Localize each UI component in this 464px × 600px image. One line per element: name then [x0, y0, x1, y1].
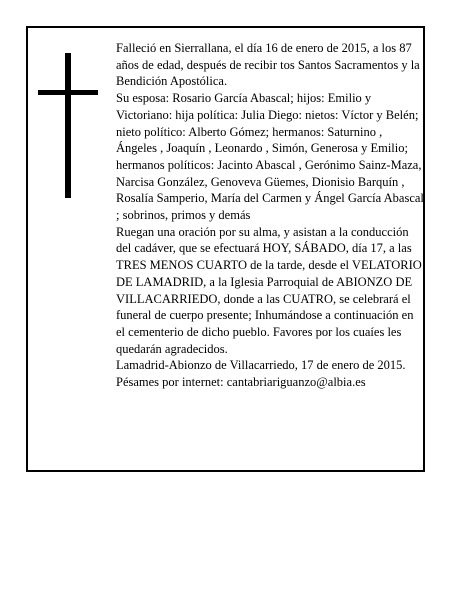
cross-vertical-bar — [65, 53, 71, 198]
place-date-contact-paragraph: Lamadrid-Abionzo de Villacarriedo, 17 de enero de 2015. Pésames por internet: cantabriariguanzo@albia.es — [116, 358, 406, 390]
family-members-paragraph: Su esposa: Rosario García Abascal; hijos: Emilio y Victoriano: hija política: Julia Diego: nietos: Víctor y Belén; nieto político: Alberto Gómez; hermanos: Saturnino , Ángeles , Joaquín , Leonardo , Simón, Generosa y Emilio; hermanos políticos: Jacinto Abascal , Gerónimo Sainz-Maza, Narcisa González, Genoveva Güemes, Dionisio Barquín , Rosalía Samperio, María del Carmen y Ángel García Abascal ; sobrinos, primos y demás — [116, 91, 424, 223]
death-announcement-paragraph: Falleció en Sierrallana, el día 16 de enero de 2015, a los 87 años de edad, después de recibir tos Santos Sacramentos y la Bendición Apostólica. — [116, 41, 420, 89]
obituary-notice — [26, 26, 425, 472]
notice-text — [116, 40, 424, 391]
cross-icon — [38, 53, 98, 198]
cross-horizontal-bar — [38, 90, 98, 95]
funeral-details-paragraph: Ruegan una oración por su alma, y asistan a la conducción del cadáver, que se efectuará HOY, SÁBADO, día 17, a las TRES MENOS CUARTO de la tarde, desde el VELATORIO DE LAMADRID, a la Iglesia Parroquial de ABIONZO DE VILLACARRIEDO, donde a las CUATRO, se celebrará el funeral de cuerpo presente; Inhumándose a continuación en el cementerio de dicho pueblo. Favores por los cuaíes les quedarán agradecidos. — [116, 224, 422, 356]
